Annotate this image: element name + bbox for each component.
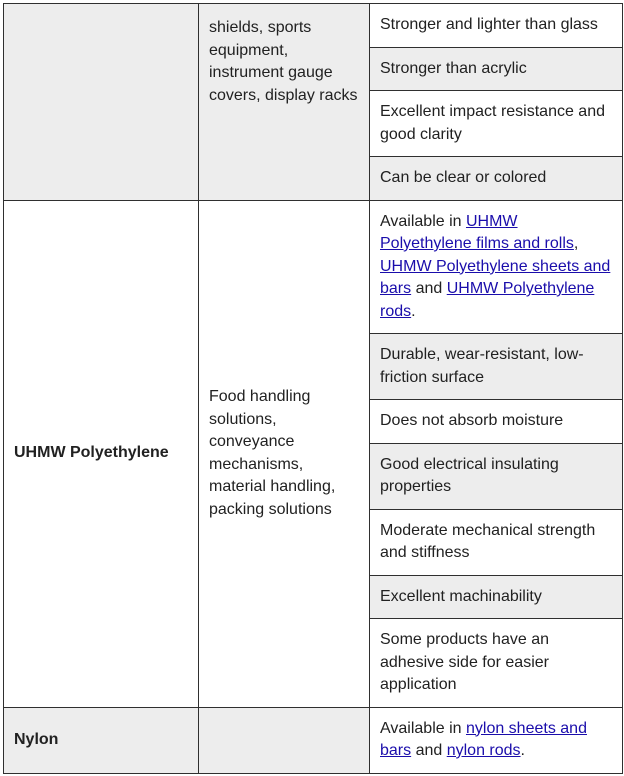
- availability-prefix: Available in: [380, 719, 466, 737]
- availability-separator: and: [411, 280, 447, 297]
- availability-cell: [370, 200, 623, 334]
- property-cell: Moderate mechanical strength and stiffness: [370, 509, 623, 575]
- table-row: [4, 4, 623, 48]
- property-cell: Excellent machinability: [370, 575, 623, 619]
- property-cell: Excellent impact resistance and good clarity: [370, 91, 623, 157]
- availability-prefix: Available in: [380, 212, 466, 230]
- uses-cell: Food handling solutions, conveyance mechanisms, material handling, packing solutions: [199, 200, 370, 707]
- property-cell: Stronger and lighter than glass: [370, 4, 623, 48]
- uhmw-rods-link[interactable]: UHMW Polyethylene rods: [380, 280, 595, 320]
- uses-cell: shields, sports equipment, instrument gauge covers, display racks: [199, 4, 370, 201]
- availability-suffix: .: [520, 742, 525, 759]
- nylon-rods-link[interactable]: nylon rods: [446, 742, 521, 759]
- uses-cell: [199, 707, 370, 773]
- property-cell: Does not absorb moisture: [370, 400, 623, 444]
- material-cell: Nylon: [4, 707, 199, 773]
- uhmw-films-rolls-link[interactable]: UHMW Polyethylene films and rolls: [380, 212, 574, 252]
- availability-separator: and: [411, 742, 447, 759]
- availability-cell: [370, 707, 623, 773]
- materials-table: [3, 3, 623, 774]
- uhmw-sheets-bars-link[interactable]: UHMW Polyethylene sheets and bars: [380, 257, 611, 297]
- nylon-sheets-bars-link[interactable]: nylon sheets and bars: [380, 719, 587, 759]
- table-row: [4, 200, 623, 334]
- material-cell: UHMW Polyethylene: [4, 200, 199, 707]
- material-cell: [4, 4, 199, 201]
- property-cell: Durable, wear-resistant, low-friction surface: [370, 334, 623, 400]
- property-cell: Stronger than acrylic: [370, 47, 623, 91]
- property-cell: Some products have an adhesive side for easier application: [370, 619, 623, 708]
- property-cell: Can be clear or colored: [370, 157, 623, 201]
- table-row: [4, 707, 623, 773]
- availability-separator: ,: [573, 235, 579, 252]
- availability-suffix: .: [411, 302, 416, 320]
- property-cell: Good electrical insulating properties: [370, 443, 623, 509]
